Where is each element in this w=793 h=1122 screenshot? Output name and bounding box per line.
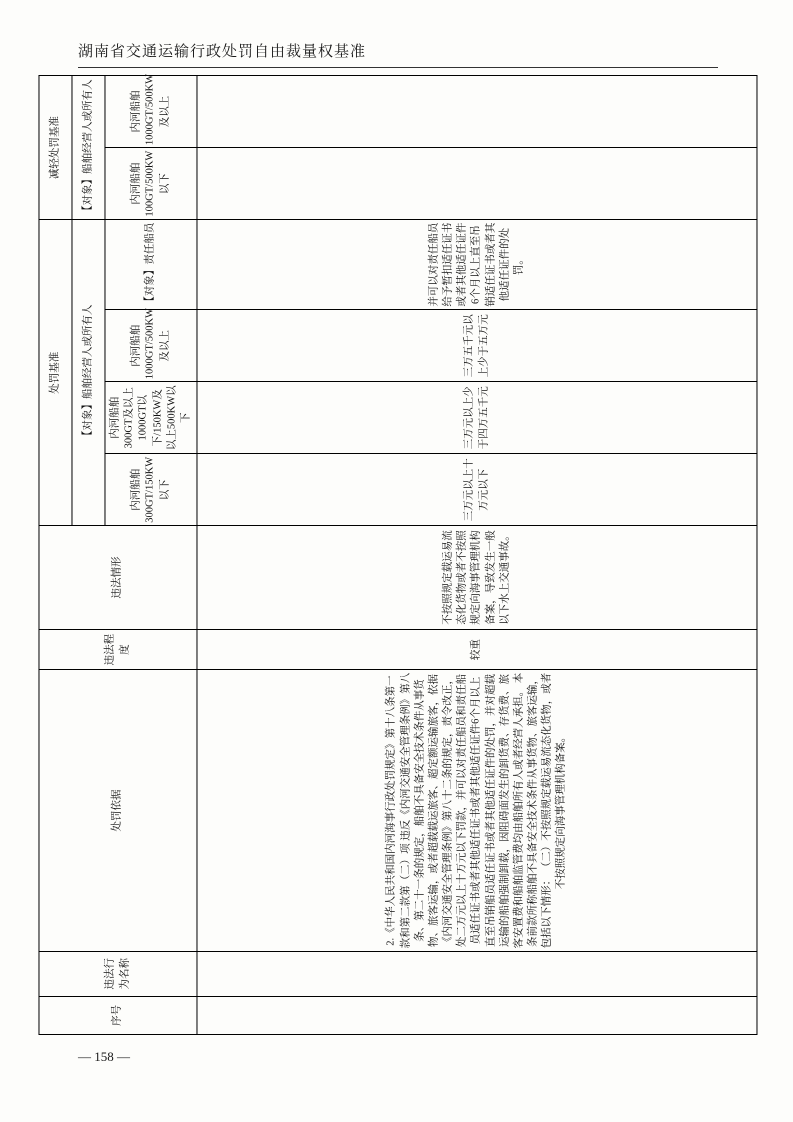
th-col-b: 内河船舶300GT及以上1000GT以下/150KW及以上500KW以下 bbox=[105, 381, 197, 453]
page-number: — 158 — bbox=[78, 1049, 130, 1064]
th-col-a: 内河船舶300GT/150KW以下 bbox=[105, 453, 197, 525]
table-header-row-1 bbox=[39, 75, 72, 1034]
th-violation-degree: 违法程度 bbox=[39, 629, 197, 670]
cell-penalty-basis: 2.《中华人民共和国内河海事行政处罚规定》第十八条第一款和第二款第（二）项 违反《内河交通安全管理条例》第八条、第二十一条的规定，船舶不具备安全技术条件从事货物、旅客运输，或者超载载运旅客、超定额运输旅客，依据《内河交通安全管理条例》第八十二条的规定，责令改正，处二万元以上十万元以下罚款，并可以对责任船员和责任船员适任证书或者其他适任证书或者其他适任证件6个月以上直至吊销船员适任证书或者其他适任证件的处罚，并对超载运输的船舶强制卸载，因阻碍面发生的卸货费、存货费、旅客安置费和船舶监管费均由船舶所有人或者经营人承担。 本条前款所称船舶不具备安全技术条件从事货物、旅客运输，包括以下情形： （二）不按照规定载运易流态化货物，或者不按照规定向海事管理机构备案。 bbox=[197, 669, 757, 950]
header-divider bbox=[78, 67, 718, 68]
th-col-e: 内河船舶100GT/500KW以下 bbox=[105, 147, 197, 219]
th-reduce-standard-sub: 【对象】船舶经营人或所有人 bbox=[72, 75, 105, 219]
cell-col-d: 并可以对责任船员给予暂扣适任证书或者其他适任证件6个月以上直至吊销适任证书或者其他适任证件的处罚。 bbox=[197, 219, 757, 309]
page-header bbox=[78, 40, 718, 68]
cell-col-b: 三万元以上少于四万五千元 bbox=[197, 381, 757, 453]
cell-col-c: 三万五千元以上少于五万元 bbox=[197, 309, 757, 381]
page-footer bbox=[78, 1049, 718, 1065]
th-violation-situation: 违法情形 bbox=[39, 525, 197, 629]
th-col-c: 内河船舶1000GT/500KW及以上 bbox=[105, 309, 197, 381]
table-row bbox=[197, 75, 757, 1034]
cell-col-a: 三万元以上十万元以下 bbox=[197, 453, 757, 525]
th-seq: 序号 bbox=[39, 996, 197, 1034]
th-col-f: 内河船舶1000GT/500KW及以上 bbox=[105, 75, 197, 147]
cell-violation-name bbox=[197, 951, 757, 996]
cell-seq bbox=[197, 996, 757, 1034]
th-col-d: 【对象】责任船员 bbox=[105, 219, 197, 309]
penalty-discretion-table bbox=[38, 75, 757, 1035]
page-title: 湖南省交通运输行政处罚自由裁量权基准 bbox=[78, 44, 367, 60]
th-penalty-standard: 处罚基准 bbox=[39, 219, 72, 525]
cell-col-f bbox=[197, 75, 757, 147]
th-reduce-standard: 减轻处罚基准 bbox=[39, 75, 72, 219]
th-penalty-standard-sub: 【对象】船舶经营人或所有人 bbox=[72, 219, 105, 525]
cell-violation-degree: 较重 bbox=[197, 629, 757, 670]
cell-col-e bbox=[197, 147, 757, 219]
rotated-table-group bbox=[38, 75, 757, 1035]
table-container bbox=[49, 72, 718, 1037]
th-penalty-basis: 处罚依据 bbox=[39, 669, 197, 950]
th-violation-name: 违法行为名称 bbox=[39, 951, 197, 996]
cell-violation-situation: 不按照规定载运易流态化货物或者不按照规定向海事管理机构备案，导致发生一般以下水上交通事故。 bbox=[197, 525, 757, 629]
